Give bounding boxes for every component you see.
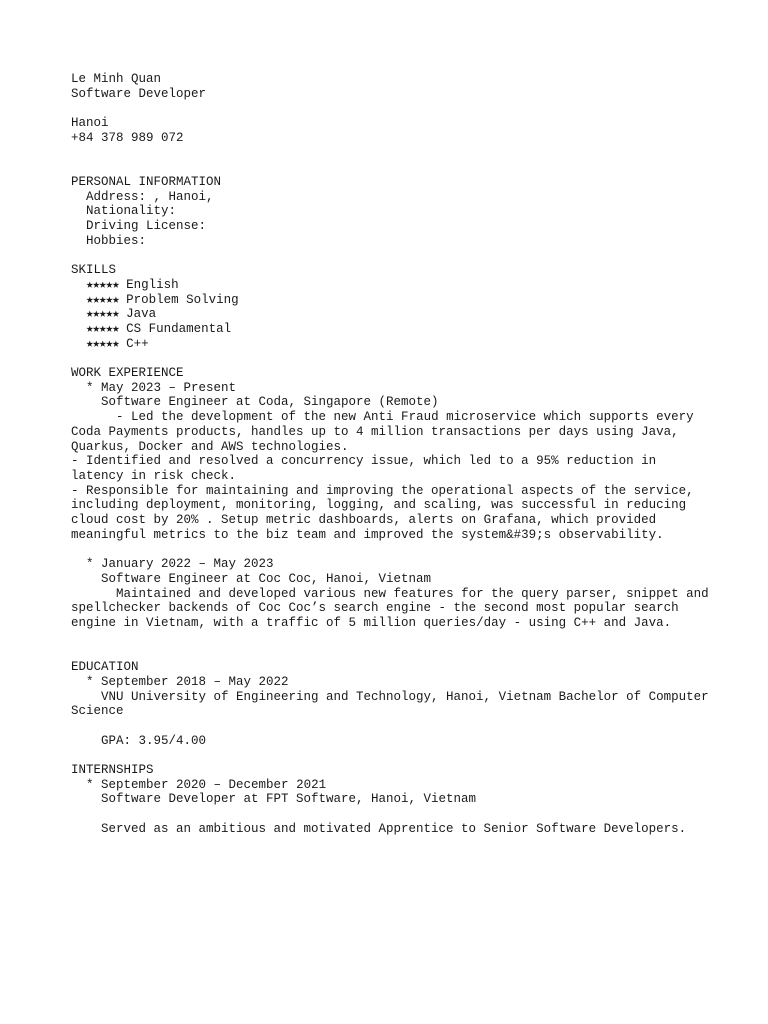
internship-dates: * September 2020 – December 2021	[86, 777, 327, 792]
skill-name: English	[126, 277, 179, 292]
education-school: VNU University of Engineering and Technology, Hanoi, Vietnam Bachelor of Computer Science	[71, 689, 717, 719]
address-label: Address:	[86, 189, 147, 204]
job-description: Maintained and developed various new features for the query parser, snippet and spellchecker backends of Coc Coc’s search engine - the second most popular search engine in Vietnam, with a traffic of 5 million queries/day - using C++ and Java.	[71, 586, 717, 631]
address-line	[71, 190, 711, 205]
address-value: , Hanoi,	[153, 189, 214, 204]
bullet-icon: *	[86, 777, 94, 792]
skills-heading: SKILLS	[71, 263, 117, 278]
education-heading: EDUCATION	[71, 660, 139, 675]
candidate-city: Hanoi	[71, 116, 109, 131]
job-dates: * May 2023 – Present	[86, 380, 237, 395]
star-rating-icon: ★★★★★	[86, 321, 119, 336]
candidate-title: Software Developer	[71, 86, 207, 101]
work-experience-heading: WORK EXPERIENCE	[71, 366, 184, 381]
candidate-phone: +84 378 989 072	[71, 130, 184, 145]
skill-name: C++	[126, 336, 149, 351]
internships-heading: INTERNSHIPS	[71, 763, 154, 778]
star-rating-icon: ★★★★★	[86, 277, 119, 292]
skill-item	[71, 307, 711, 322]
candidate-name: Le Minh Quan	[71, 72, 162, 86]
internship-description: Served as an ambitious and motivated Apprentice to Senior Software Developers.	[101, 821, 687, 836]
star-rating-icon: ★★★★★	[86, 292, 119, 307]
skill-item	[71, 322, 711, 337]
education-dates: * September 2018 – May 2022	[86, 674, 289, 689]
education-gpa: GPA: 3.95/4.00	[101, 733, 207, 748]
skill-name: Problem Solving	[126, 292, 239, 307]
star-rating-icon: ★★★★★	[86, 307, 119, 322]
bullet-icon: *	[86, 674, 94, 689]
job-dates: * January 2022 – May 2023	[86, 557, 274, 572]
job-description: - Led the development of the new Anti Fraud microservice which supports every Coda Payments products, handles up to 4 million transactions per days using Java, Quarkus, Docker and AWS technologies. - Identified and resolved a concurrency issue, which led to a 95% reduction in latency in risk check. - Responsible for maintaining and improving the operational aspects of the service, including deployment, monitoring, logging, and scaling, was successful in reducing cloud cost by 20% . Setup metric dashboards, alerts on Grafana, which provided meaningful metrics to the biz team and improved the system&#39;s observability.	[71, 410, 694, 542]
personal-info-heading: PERSONAL INFORMATION	[71, 174, 222, 189]
bullet-icon: *	[86, 557, 94, 572]
bullet-icon: *	[86, 380, 94, 395]
resume-document	[71, 72, 717, 837]
nationality-label: Nationality:	[86, 204, 177, 219]
hobbies-label: Hobbies:	[86, 233, 147, 248]
skill-name: CS Fundamental	[126, 321, 232, 336]
internship-role: Software Developer at FPT Software, Hanoi, Vietnam	[101, 792, 477, 807]
star-rating-icon: ★★★★★	[86, 336, 119, 351]
driving-license-label: Driving License:	[86, 219, 207, 234]
skill-item	[71, 337, 711, 352]
job-role: Software Engineer at Coda, Singapore (Remote)	[101, 395, 439, 410]
job-role: Software Engineer at Coc Coc, Hanoi, Vietnam	[101, 571, 432, 586]
skill-name: Java	[126, 307, 157, 322]
skill-item	[71, 293, 711, 308]
skill-item	[71, 278, 711, 293]
